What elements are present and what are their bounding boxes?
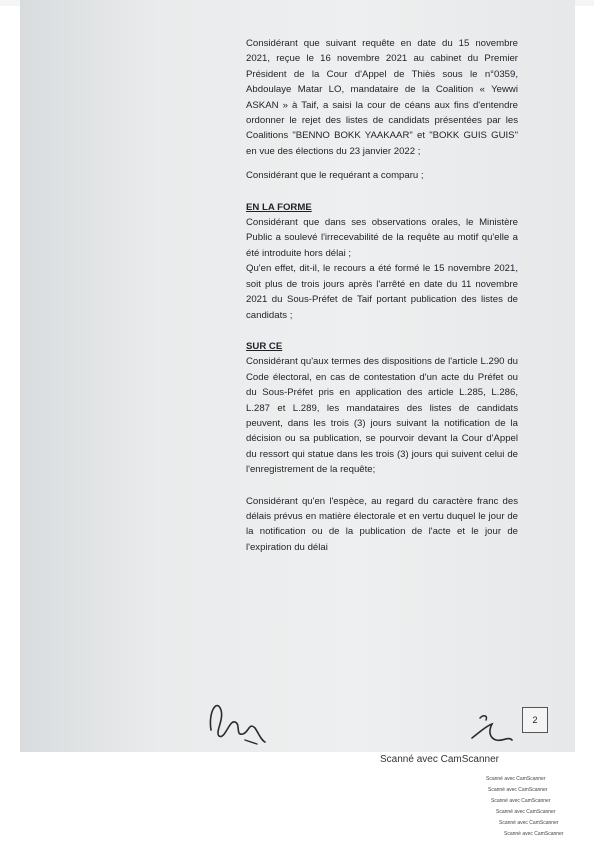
paragraph-espece: Considérant qu'en l'espèce, au regard du caractère franc des délais prévus en matière électorale et en vertu duquel le jour de la notification ou de la publication de l'acte et le jour de l'expiration du délai (246, 495, 518, 553)
handwritten-initials-right (466, 712, 516, 746)
paragraph-recours-delai: Qu'en effet, dit-il, le recours a été formé le 15 novembre 2021, soit plus de trois jours après l'arrêté en date du 11 novembre 2021 du Sous-Préfet de Taif portant publication des listes de candidats ; (246, 263, 518, 321)
handwritten-initials-left (205, 692, 271, 748)
heading-sur-ce: SUR CE (246, 340, 283, 352)
heading-en-la-forme: EN LA FORME (246, 201, 312, 213)
camscanner-watermark-small: Scanné avec CamScanner (499, 820, 559, 826)
camscanner-watermark-small: Scanné avec CamScanner (504, 831, 564, 837)
page-number-box: 2 (522, 707, 548, 733)
paragraph-article-l290: Considérant qu'aux termes des dispositions de l'article L.290 du Code électoral, en cas de contestation d'un acte du Préfet ou du Sous-Préfet pris en application des article L.285, L.286, L.287 et L.289, les mandataires des listes de candidats peuvent, dans les trois (3) jours suivant la notification de la décision ou sa publication, se pourvoir devant la Cour d'Appel du ressort qui statue dans les trois (3) jours qui suivent celui de l'enregistrement de la requête; (246, 356, 518, 476)
camscanner-watermark-small: Scanné avec CamScanner (488, 787, 548, 793)
paragraph-ministere-public: Considérant que dans ses observations orales, le Ministère Public a soulevé l'irrecevabilité de la requête au motif qu'elle a été introduite hors délai ; (246, 217, 518, 259)
document-body (246, 36, 518, 555)
camscanner-watermark-small: Scanné avec CamScanner (486, 776, 546, 782)
camscanner-watermark-small: Scanné avec CamScanner (496, 809, 556, 815)
paragraph-appearance: Considérant que le requérant a comparu ; (246, 170, 424, 182)
camscanner-watermark-small: Scanné avec CamScanner (491, 798, 551, 804)
paragraph-request: Considérant que suivant requête en date du 15 novembre 2021, reçue le 16 novembre 2021 au cabinet du Premier Président de la Cour d'Appel de Thiès sous le n°0359, Abdoulaye Matar LO, mandataire de la Coalition « Yewwi ASKAN » à Taif, a saisi la cour de céans aux fins d'entendre ordonner le rejet des listes de candidats présentées par les Coalitions "BENNO BOKK YAAKAAR" et "BOKK GUIS GUIS" en vue des élections du 23 janvier 2022 ; (246, 38, 518, 157)
camscanner-watermark: Scanné avec CamScanner (380, 754, 499, 765)
